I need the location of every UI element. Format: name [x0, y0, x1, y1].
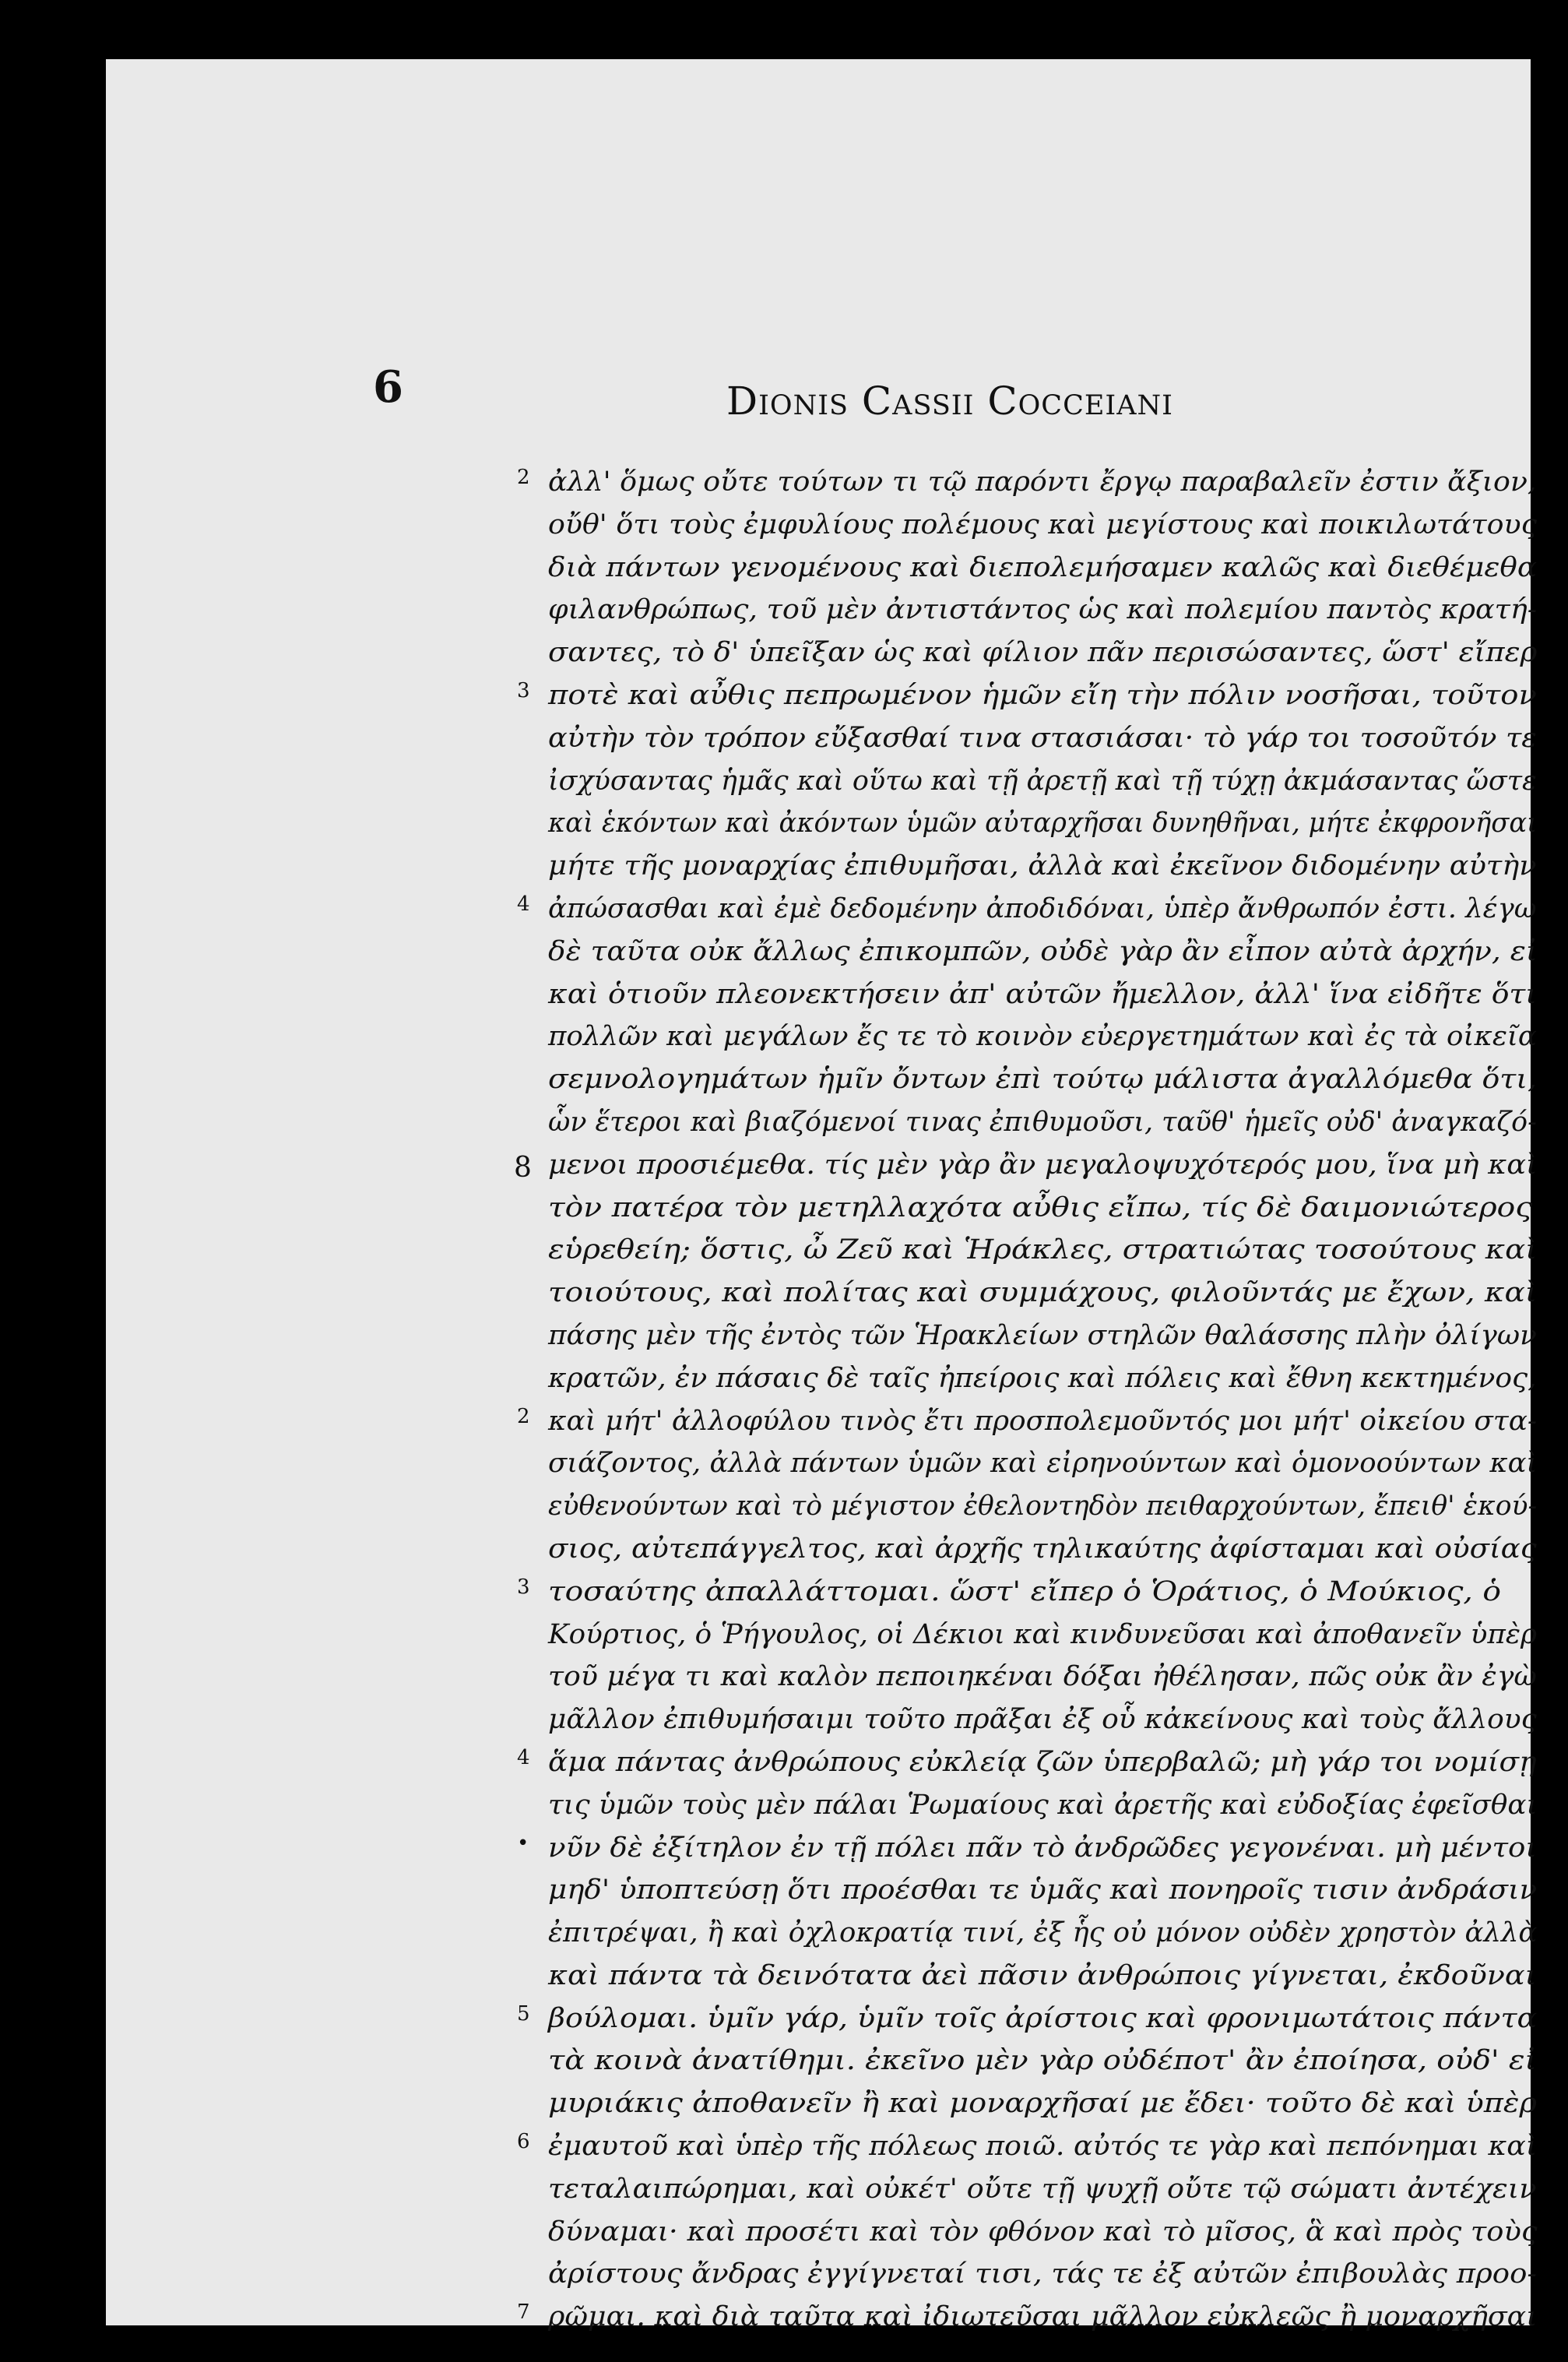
text-line: [548, 504, 1537, 547]
running-head: Dionis Cassii Cocceiani: [726, 378, 1173, 424]
line-text: τοῦ μέγα τι καὶ καλὸν πεποιηκέναι δόξαι ἠθέλησαν, πῶς οὐκ ἂν ἐγὼ: [548, 1661, 1537, 1693]
line-text: τὰ κοινὰ ἀνατίθημι. ἐκεῖνο μὲν γὰρ οὐδέποτ' ἂν ἐποίησα, οὐδ' εἰ: [548, 2045, 1537, 2077]
text-line: [548, 931, 1537, 973]
text-line: [548, 2253, 1537, 2296]
line-text: αὐτὴν τὸν τρόπον εὔξασθαί τινα στασιάσαι· τὸ γάρ τοι τοσοῦτόν τε: [548, 722, 1537, 754]
line-text: τὸν πατέρα τὸν μετηλλαχότα αὖθις εἴπω, τίς δὲ δαιμονιώτερος: [548, 1192, 1533, 1223]
line-text: ἰσχύσαντας ἡμᾶς καὶ οὕτω καὶ τῇ ἀρετῇ καὶ τῇ τύχῃ ἀκμάσαντας ὥστε: [548, 765, 1537, 797]
line-text: σεμνολογημάτων ἡμῖν ὄντων ἐπὶ τούτῳ μάλιστα ἀγαλλόμεθα ὅτι,: [548, 1064, 1538, 1096]
text-line: [548, 1357, 1537, 1400]
section-marker: 5: [517, 2001, 530, 2026]
text-line: [548, 717, 1537, 760]
line-text: τις ὑμῶν τοὺς μὲν πάλαι Ῥωμαίους καὶ ἀρετῆς καὶ εὐδοξίας ἐφεῖσθαι: [548, 1789, 1538, 1821]
text-line: [548, 973, 1537, 1016]
line-text: σαντες, τὸ δ' ὑπεῖξαν ὡς καὶ φίλιον πᾶν περισώσαντες, ὥστ' εἴπερ: [548, 637, 1538, 669]
section-marker: 4: [517, 1745, 530, 1769]
line-text: σιος, αὐτεπάγγελτος, καὶ ἀρχῆς τηλικαύτης ἀφίσταμαι καὶ οὐσίας: [548, 1533, 1537, 1565]
line-text: τεταλαιπώρημαι, καὶ οὐκέτ' οὔτε τῇ ψυχῇ οὔτε τῷ σώματι ἀντέχειν: [548, 2173, 1537, 2205]
text-line: [517, 888, 1537, 931]
line-text: μήτε τῆς μοναρχίας ἐπιθυμῆσαι, ἀλλὰ καὶ ἐκεῖνον διδομένην αὐτὴν: [548, 850, 1537, 882]
text-line: [548, 1058, 1537, 1101]
line-text: κρατῶν, ἐν πάσαις δὲ ταῖς ἠπείροις καὶ πόλεις καὶ ἔθνη κεκτημένος,: [548, 1362, 1537, 1394]
line-text: νῦν δὲ ἐξίτηλον ἐν τῇ πόλει πᾶν τὸ ἀνδρῶδες γεγονέναι. μὴ μέντοι: [548, 1832, 1537, 1864]
text-line: [548, 1912, 1537, 1955]
section-marker: •: [517, 1831, 529, 1855]
text-line: [517, 1741, 1537, 1784]
line-text: ρῶμαι. καὶ διὰ ταῦτα καὶ ἰδιωτεῦσαι μᾶλλον εὐκλεῶς ἢ μοναρχῆσαι: [548, 2301, 1538, 2333]
line-text: εὐθενούντων καὶ τὸ μέγιστον ἐθελοντηδὸν πειθαρχούντων, ἔπειθ' ἑκού-: [548, 1491, 1538, 1522]
line-text: πάσης μὲν τῆς ἐντὸς τῶν Ἡρακλείων στηλῶν θαλάσσης πλὴν ὀλίγων: [548, 1319, 1537, 1351]
text-line: [548, 547, 1537, 590]
line-text: ἀρίστους ἄνδρας ἐγγίγνεταί τισι, τάς τε ἐξ αὐτῶν ἐπιβουλὰς προο-: [548, 2258, 1537, 2290]
text-line: [548, 1869, 1537, 1912]
page-number: 6: [373, 361, 403, 413]
line-text: τοιούτους, καὶ πολίτας καὶ συμμάχους, φιλοῦντάς με ἔχων, καὶ: [548, 1277, 1538, 1309]
line-text: οὔθ' ὅτι τοὺς ἐμφυλίους πολέμους καὶ μεγίστους καὶ ποικιλωτάτους: [548, 509, 1537, 540]
text-line: [548, 1187, 1537, 1230]
text-line: [517, 1998, 1538, 2040]
section-marker: 8: [514, 1151, 532, 1184]
line-text: εὑρεθείη; ὅστις, ὦ Ζεῦ καὶ Ἡράκλες, στρατιώτας τοσούτους καὶ: [548, 1234, 1538, 1266]
line-text: ἀπώσασθαι καὶ ἐμὲ δεδομένην ἀποδιδόναι, ὑπὲρ ἄνθρωπόν ἐστι. λέγω: [548, 892, 1537, 924]
text-line: [548, 2168, 1537, 2211]
text-line: [548, 1315, 1537, 1357]
section-marker: 2: [517, 466, 530, 489]
text-line: [517, 2125, 1538, 2168]
line-text: καὶ μήτ' ἀλλοφύλου τινὸς ἔτι προσπολεμοῦντός μοι μήτ' οἰκείου στα-: [548, 1405, 1537, 1437]
book-page: [106, 59, 1538, 2333]
line-text: φιλανθρώπως, τοῦ μὲν ἀντιστάντος ὡς καὶ πολεμίου παντὸς κρατή-: [548, 594, 1538, 626]
page-header: [106, 285, 1531, 424]
text-line: [517, 461, 1537, 504]
line-text: σιάζοντος, ἀλλὰ πάντων ὑμῶν καὶ εἰρηνούντων καὶ ὁμονοούντων καὶ: [548, 1448, 1538, 1480]
line-text: τοσαύτης ἀπαλλάττομαι. ὥστ' εἴπερ ὁ Ὁράτιος, ὁ Μούκιος, ὁ: [548, 1575, 1501, 1607]
line-text: δύναμαι· καὶ προσέτι καὶ τὸν φθόνον καὶ τὸ μῖσος, ἃ καὶ πρὸς τοὺς: [548, 2216, 1538, 2248]
line-text: ἐπιτρέψαι, ἢ καὶ ὀχλοκρατίᾳ τινί, ἐξ ἧς οὐ μόνον οὐδὲν χρηστὸν ἀλλὰ: [548, 1917, 1538, 1949]
text-line: [517, 1827, 1537, 1870]
text-line: [548, 1485, 1537, 1528]
text-line: [548, 589, 1537, 632]
text-line: [548, 1101, 1537, 1144]
text-line: [517, 674, 1537, 717]
text-line: [514, 1144, 1538, 1187]
text-line: [517, 2296, 1538, 2339]
text-line: [548, 1955, 1537, 1998]
line-text: ὧν ἕτεροι καὶ βιαζόμενοί τινας ἐπιθυμοῦσι, ταῦθ' ἡμεῖς οὐδ' ἀναγκαζό-: [548, 1106, 1537, 1138]
text-line: [517, 1400, 1537, 1443]
text-line: [548, 2082, 1537, 2125]
section-marker: 7: [517, 2300, 530, 2325]
section-marker: 6: [517, 2130, 530, 2154]
text-line: [548, 1784, 1537, 1827]
line-text: μηδ' ὑποπτεύσῃ ὅτι προέσθαι τε ὑμᾶς καὶ πονηροῖς τισιν ἀνδράσιν: [548, 1874, 1538, 1906]
text-line: [517, 1571, 1537, 1614]
text-line: [548, 2040, 1537, 2082]
line-text: μυριάκις ἀποθανεῖν ἢ καὶ μοναρχῆσαί με ἔδει· τοῦτο δὲ καὶ ὑπὲρ: [548, 2088, 1537, 2120]
text-line: [548, 1614, 1537, 1656]
line-text: καὶ ἑκόντων καὶ ἀκόντων ὑμῶν αὐταρχῆσαι δυνηθῆναι, μήτε ἐκφρονῆσαι: [548, 808, 1538, 840]
line-text: μενοι προσιέμεθα. τίς μὲν γὰρ ἂν μεγαλοψυχότερός μου, ἵνα μὴ καὶ: [548, 1149, 1538, 1181]
line-text: ποτὲ καὶ αὖθις πεπρωμένον ἡμῶν εἴη τὴν πόλιν νοσῆσαι, τοῦτον: [548, 679, 1537, 711]
line-text: μᾶλλον ἐπιθυμήσαιμι τοῦτο πρᾶξαι ἐξ οὗ κἀκείνους καὶ τοὺς ἄλλους: [548, 1704, 1537, 1736]
line-text: πολλῶν καὶ μεγάλων ἔς τε τὸ κοινὸν εὐεργετημάτων καὶ ἐς τὰ οἰκεῖα: [548, 1021, 1537, 1053]
greek-text-body: [514, 461, 1538, 2339]
line-text: δὲ ταῦτα οὐκ ἄλλως ἐπικομπῶν, οὐδὲ γὰρ ἂν εἶπον αὐτὰ ἀρχήν, εἰ: [548, 935, 1538, 967]
line-text: ἐμαυτοῦ καὶ ὑπὲρ τῆς πόλεως ποιῶ. αὐτός τε γὰρ καὶ πεπόνημαι καὶ: [548, 2131, 1538, 2163]
line-text: ἅμα πάντας ἀνθρώπους εὐκλείᾳ ζῶν ὑπερβαλῶ; μὴ γάρ τοι νομίσῃ: [548, 1746, 1537, 1778]
line-text: καὶ πάντα τὰ δεινότατα ἀεὶ πᾶσιν ἀνθρώποις γίγνεται, ἐκδοῦναι: [548, 1959, 1537, 1991]
line-text: καὶ ὁτιοῦν πλεονεκτήσειν ἀπ' αὐτῶν ἤμελλον, ἀλλ' ἵνα εἰδῆτε ὅτι: [548, 978, 1538, 1010]
section-marker: 2: [517, 1404, 530, 1428]
text-line: [548, 1528, 1537, 1571]
line-text: ἀλλ' ὅμως οὔτε τούτων τι τῷ παρόντι ἔργῳ παραβαλεῖν ἐστιν ἄξιον,: [548, 466, 1537, 498]
text-line: [548, 1229, 1537, 1272]
text-line: [548, 845, 1537, 888]
line-text: Κούρτιος, ὁ Ῥήγουλος, οἱ Δέκιοι καὶ κινδυνεῦσαι καὶ ἀποθανεῖν ὑπὲρ: [548, 1618, 1537, 1650]
section-marker: 4: [517, 892, 530, 916]
text-line: [548, 632, 1537, 674]
section-marker: 3: [517, 1575, 530, 1599]
text-line: [548, 1016, 1537, 1058]
text-line: [548, 760, 1537, 803]
text-line: [548, 1442, 1537, 1485]
text-line: [548, 1656, 1537, 1698]
line-text: διὰ πάντων γενομένους καὶ διεπολεμήσαμεν καλῶς καὶ διεθέμεθα: [548, 551, 1538, 583]
text-line: [548, 1272, 1537, 1315]
line-text: βούλομαι. ὑμῖν γάρ, ὑμῖν τοῖς ἀρίστοις καὶ φρονιμωτάτοις πάντα: [548, 2002, 1538, 2034]
text-line: [548, 1698, 1537, 1741]
text-line: [548, 2211, 1537, 2254]
section-marker: 3: [517, 678, 530, 702]
text-line: [548, 802, 1537, 845]
